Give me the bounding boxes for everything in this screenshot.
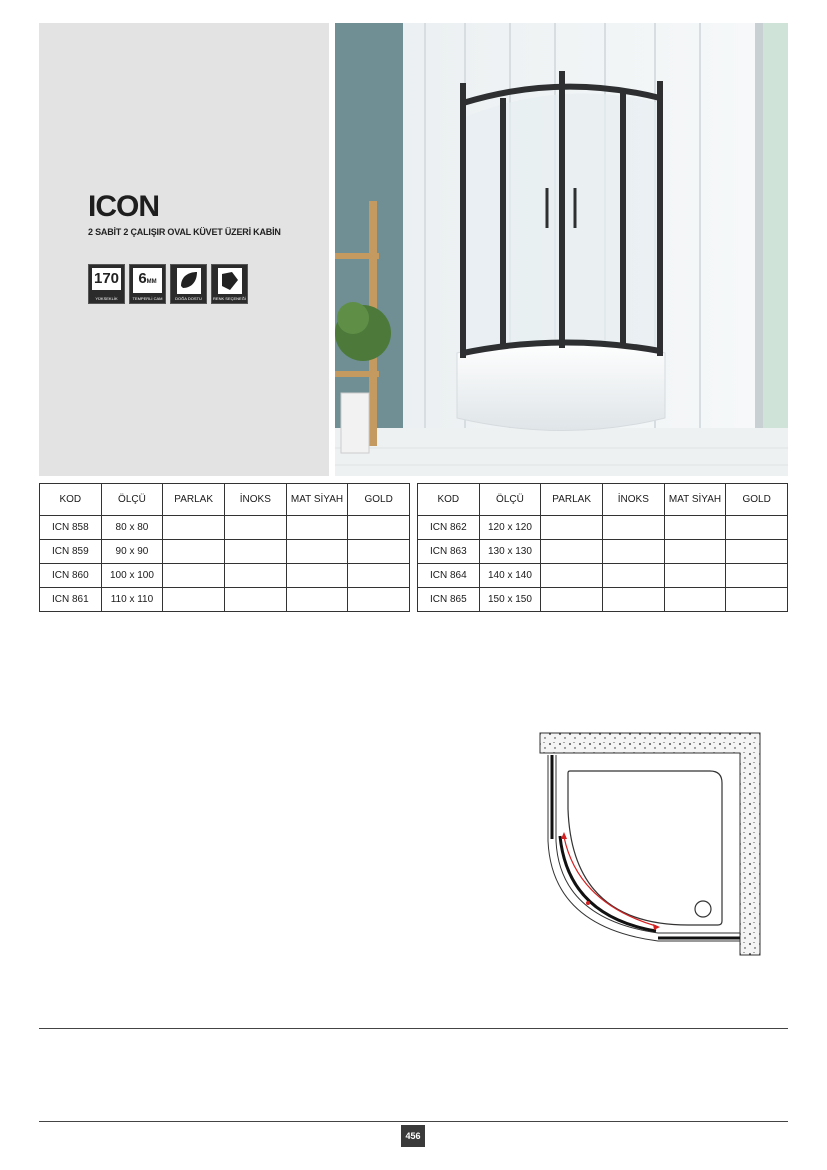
height-value: 170 <box>92 268 121 290</box>
header-gold: GOLD <box>348 484 410 516</box>
cell-empty <box>664 516 726 540</box>
header-parlak: PARLAK <box>163 484 225 516</box>
cell-empty <box>224 564 286 588</box>
header-gold: GOLD <box>726 484 788 516</box>
color-label: RENK SEÇENEĞİ <box>213 296 246 301</box>
cell-empty <box>541 588 603 612</box>
cell-empty <box>664 540 726 564</box>
table-header-row <box>418 484 788 516</box>
cell-empty <box>348 588 410 612</box>
cell-kod: ICN 865 <box>418 588 480 612</box>
color-badge <box>211 264 248 304</box>
cell-olcu: 100 x 100 <box>101 564 163 588</box>
table-row <box>40 564 410 588</box>
cell-empty <box>163 588 225 612</box>
cell-empty <box>664 564 726 588</box>
header-parlak: PARLAK <box>541 484 603 516</box>
glass-value: 6 <box>138 270 147 287</box>
cell-kod: ICN 859 <box>40 540 102 564</box>
cell-empty <box>224 540 286 564</box>
header-kod: KOD <box>418 484 480 516</box>
cell-empty <box>726 564 788 588</box>
cell-empty <box>224 588 286 612</box>
height-label: YÜKSEKLİK <box>95 296 118 301</box>
header-mat-siyah: MAT SİYAH <box>664 484 726 516</box>
glass-label: TEMPERLİ CAM <box>132 296 163 301</box>
cell-kod: ICN 860 <box>40 564 102 588</box>
color-palette-icon <box>218 268 242 294</box>
cell-olcu: 140 x 140 <box>479 564 541 588</box>
header-inoks: İNOKS <box>602 484 664 516</box>
cell-olcu: 110 x 110 <box>101 588 163 612</box>
product-info-panel <box>39 23 329 476</box>
cell-empty <box>664 588 726 612</box>
table-row <box>40 588 410 612</box>
header-olcu: ÖLÇÜ <box>479 484 541 516</box>
price-table-right <box>417 483 788 612</box>
cell-empty <box>348 516 410 540</box>
cell-empty <box>541 564 603 588</box>
cell-olcu: 130 x 130 <box>479 540 541 564</box>
product-subtitle: 2 SABİT 2 ÇALIŞIR OVAL KÜVET ÜZERİ KABİN <box>88 227 281 237</box>
cell-olcu: 80 x 80 <box>101 516 163 540</box>
cell-olcu: 150 x 150 <box>479 588 541 612</box>
feature-badges <box>88 264 248 304</box>
cell-kod: ICN 858 <box>40 516 102 540</box>
eco-label: DOĞA DOSTU <box>175 296 202 301</box>
cell-empty <box>224 516 286 540</box>
cell-empty <box>163 540 225 564</box>
glass-badge <box>129 264 166 304</box>
product-title: ICON <box>88 190 159 223</box>
cell-empty <box>163 516 225 540</box>
cell-kod: ICN 861 <box>40 588 102 612</box>
cell-empty <box>726 516 788 540</box>
header-inoks: İNOKS <box>224 484 286 516</box>
table-row <box>418 588 788 612</box>
table-header-row <box>40 484 410 516</box>
glass-thickness-icon <box>133 268 162 293</box>
cell-kod: ICN 864 <box>418 564 480 588</box>
table-row <box>418 516 788 540</box>
header-olcu: ÖLÇÜ <box>101 484 163 516</box>
eco-badge <box>170 264 207 304</box>
cell-empty <box>541 516 603 540</box>
divider-line <box>39 1028 788 1029</box>
cell-empty <box>286 564 348 588</box>
product-photo <box>335 23 788 476</box>
table-row <box>40 516 410 540</box>
cell-empty <box>286 540 348 564</box>
eco-leaf-icon <box>177 268 201 294</box>
footer-line <box>39 1121 788 1122</box>
cell-kod: ICN 863 <box>418 540 480 564</box>
header-kod: KOD <box>40 484 102 516</box>
height-badge <box>88 264 125 304</box>
cell-kod: ICN 862 <box>418 516 480 540</box>
page-number: 456 <box>401 1125 425 1147</box>
cell-olcu: 120 x 120 <box>479 516 541 540</box>
table-row <box>418 540 788 564</box>
cell-empty <box>348 540 410 564</box>
cell-olcu: 90 x 90 <box>101 540 163 564</box>
cell-empty <box>726 540 788 564</box>
table-row <box>40 540 410 564</box>
cell-empty <box>286 516 348 540</box>
header-mat-siyah: MAT SİYAH <box>286 484 348 516</box>
cell-empty <box>163 564 225 588</box>
cell-empty <box>348 564 410 588</box>
price-table-left <box>39 483 410 612</box>
plan-diagram <box>538 731 762 957</box>
glass-unit: MM <box>146 279 157 285</box>
cell-empty <box>602 516 664 540</box>
cell-empty <box>541 540 603 564</box>
cell-empty <box>602 540 664 564</box>
cell-empty <box>726 588 788 612</box>
cell-empty <box>602 588 664 612</box>
table-row <box>418 564 788 588</box>
cell-empty <box>286 588 348 612</box>
cell-empty <box>602 564 664 588</box>
